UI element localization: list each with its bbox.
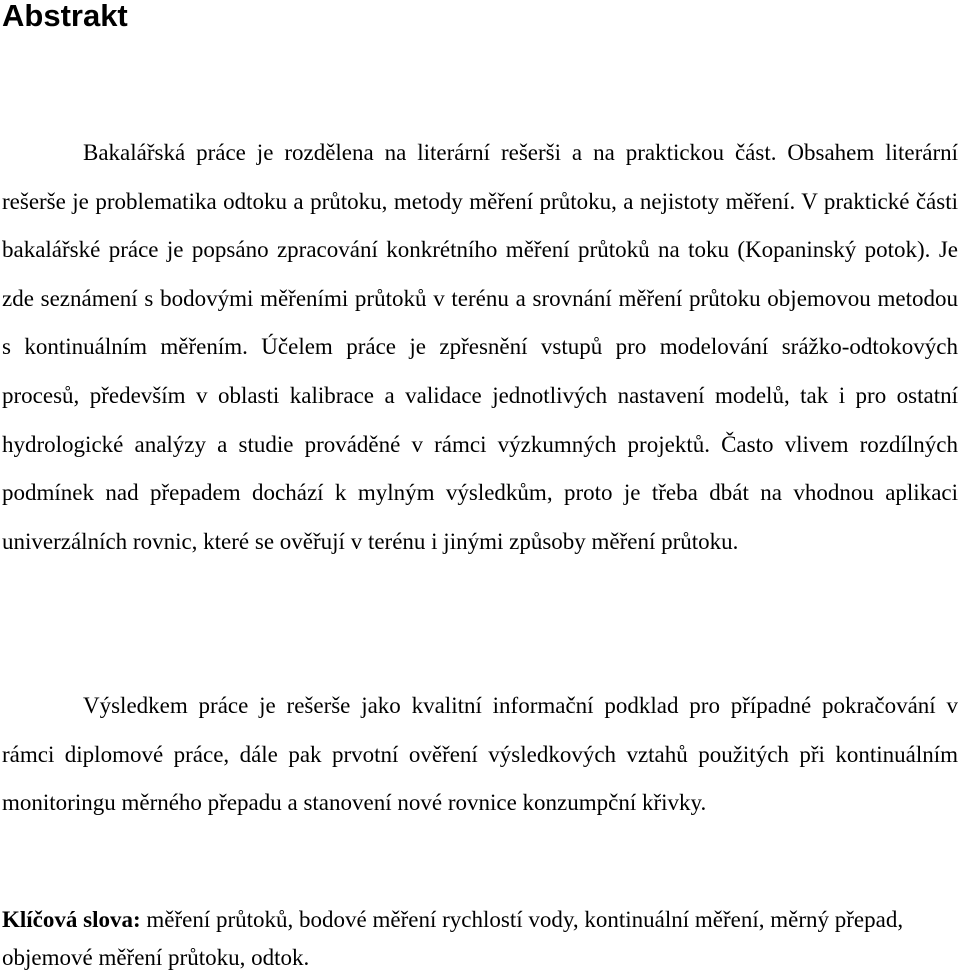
- keywords-line: [2, 901, 958, 977]
- abstract-paragraph-2: Výsledkem práce je rešerše jako kvalitní informační podklad pro případné pokračování v rámci diplomové práce, dále pak prvotní ověření výsledkových vztahů použitých při kontinuálním monitoringu měrného přepadu a stanovení nové rovnice konzumpční křivky.: [2, 693, 958, 816]
- keywords-label: Klíčová slova:: [2, 907, 141, 932]
- abstract-paragraph-1: Bakalářská práce je rozdělena na literární rešerši a na praktickou část. Obsahem literární rešerše je problematika odtoku a průtoku, metody měření průtoku, a nejistoty měření. V praktické části bakalářské práce je popsáno zpracování konkrétního měření průtoků na toku (Kopaninský potok). Je zde seznámení s bodovými měřeními průtoků v terénu a srovnání měření průtoku objemovou metodou s kontinuálním měřením. Účelem práce je zpřesnění vstupů pro modelování srážko-odtokových procesů, především v oblasti kalibrace a validace jednotlivých nastavení modelů, tak i pro ostatní hydrologické analýzy a studie prováděné v rámci výzkumných projektů. Často vlivem rozdílných podmínek nad přepadem dochází k mylným výsledkům, proto je třeba dbát na vhodnou aplikaci univerzálních rovnic, které se ověřují v terénu i jinými způsoby měření průtoku.: [2, 140, 958, 554]
- keywords-text: měření průtoků, bodové měření rychlostí vody, kontinuální měření, měrný přepad, objemové měření průtoku, odtok.: [2, 907, 904, 970]
- page-title: Abstrakt: [2, 0, 128, 33]
